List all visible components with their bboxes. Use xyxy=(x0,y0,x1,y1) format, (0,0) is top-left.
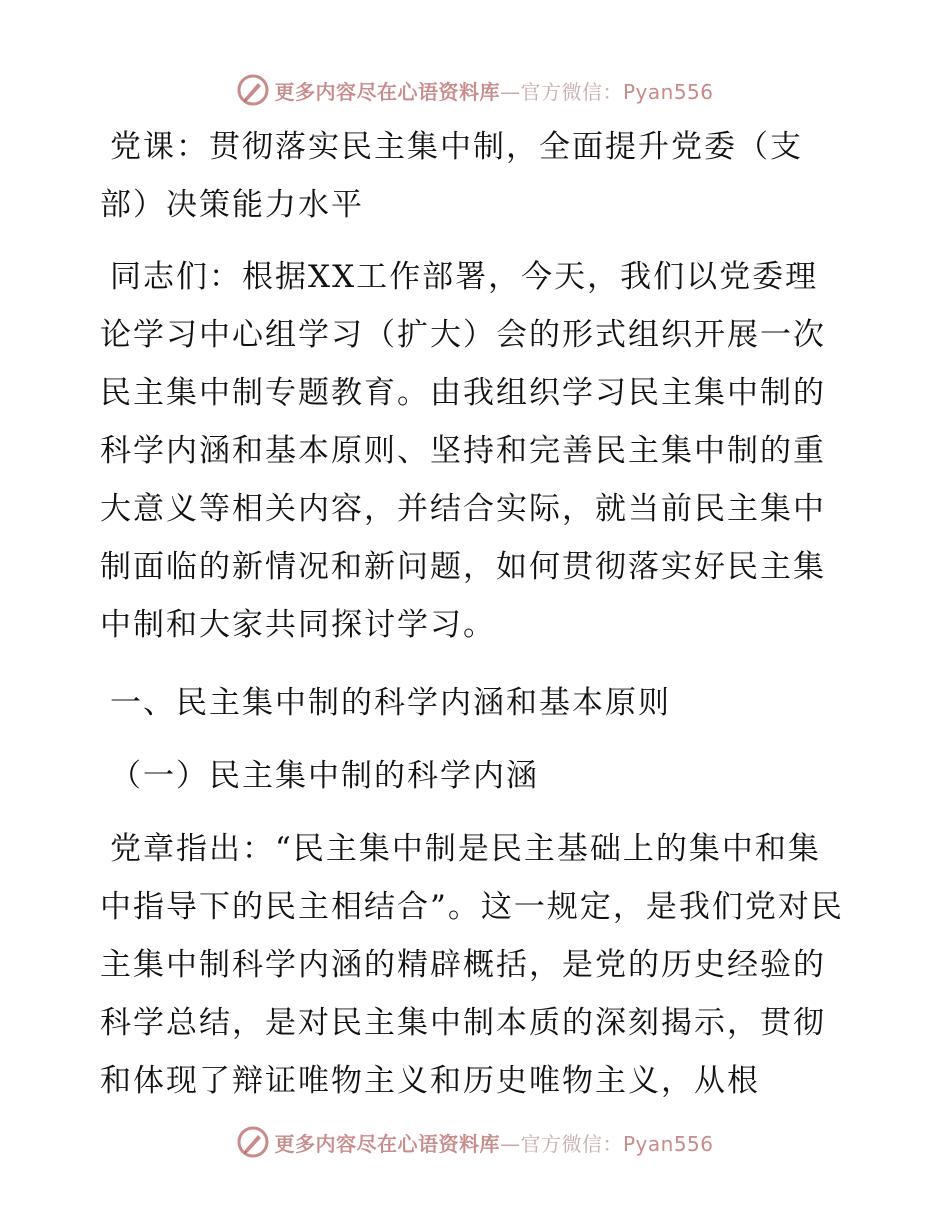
subsection-heading: （一）民主集中制的科学内涵 xyxy=(110,758,539,794)
document-title: 党课：贯彻落实民主集中制，全面提升党委（支部）决策能力水平 xyxy=(100,129,803,223)
header-watermark xyxy=(0,72,950,108)
watermark-label: 官方微信： xyxy=(520,1131,623,1156)
pen-logo-icon xyxy=(236,73,270,107)
watermark-separator: — xyxy=(499,1131,521,1156)
body-paragraph: 党章指出：“民主集中制是民主基础上的集中和集中指导下的民主相结合”。这一规定，是我们党对民主集中制科学内涵的精辟概括，是党的历史经验的科学总结，是对民主集中制本质的深刻揭示，贯彻和体现了辩证唯物主义和历史唯物主义，从根 xyxy=(100,831,844,1099)
watermark-label: 官方微信： xyxy=(520,79,623,104)
watermark-main-text: 更多内容尽在心语资料库 xyxy=(274,79,500,104)
watermark-separator: — xyxy=(499,79,521,104)
watermark-account: Pyan556 xyxy=(622,79,714,104)
intro-paragraph: 同志们：根据XX工作部署，今天，我们以党委理论学习中心组学习（扩大）会的形式组织开展一次民主集中制专题教育。由我组织学习民主集中制的科学内涵和基本原则、坚持和完善民主集中制的重大意义等相关内容，并结合实际，就当前民主集中制面临的新情况和新问题，如何贯彻落实好民主集中制和大家共同探讨学习。 xyxy=(100,259,826,643)
section-heading: 一、民主集中制的科学内涵和基本原则 xyxy=(110,685,671,721)
watermark-account: Pyan556 xyxy=(622,1131,714,1156)
pen-logo-icon xyxy=(236,1125,270,1159)
watermark-main-text: 更多内容尽在心语资料库 xyxy=(274,1131,500,1156)
footer-watermark xyxy=(0,1124,950,1160)
